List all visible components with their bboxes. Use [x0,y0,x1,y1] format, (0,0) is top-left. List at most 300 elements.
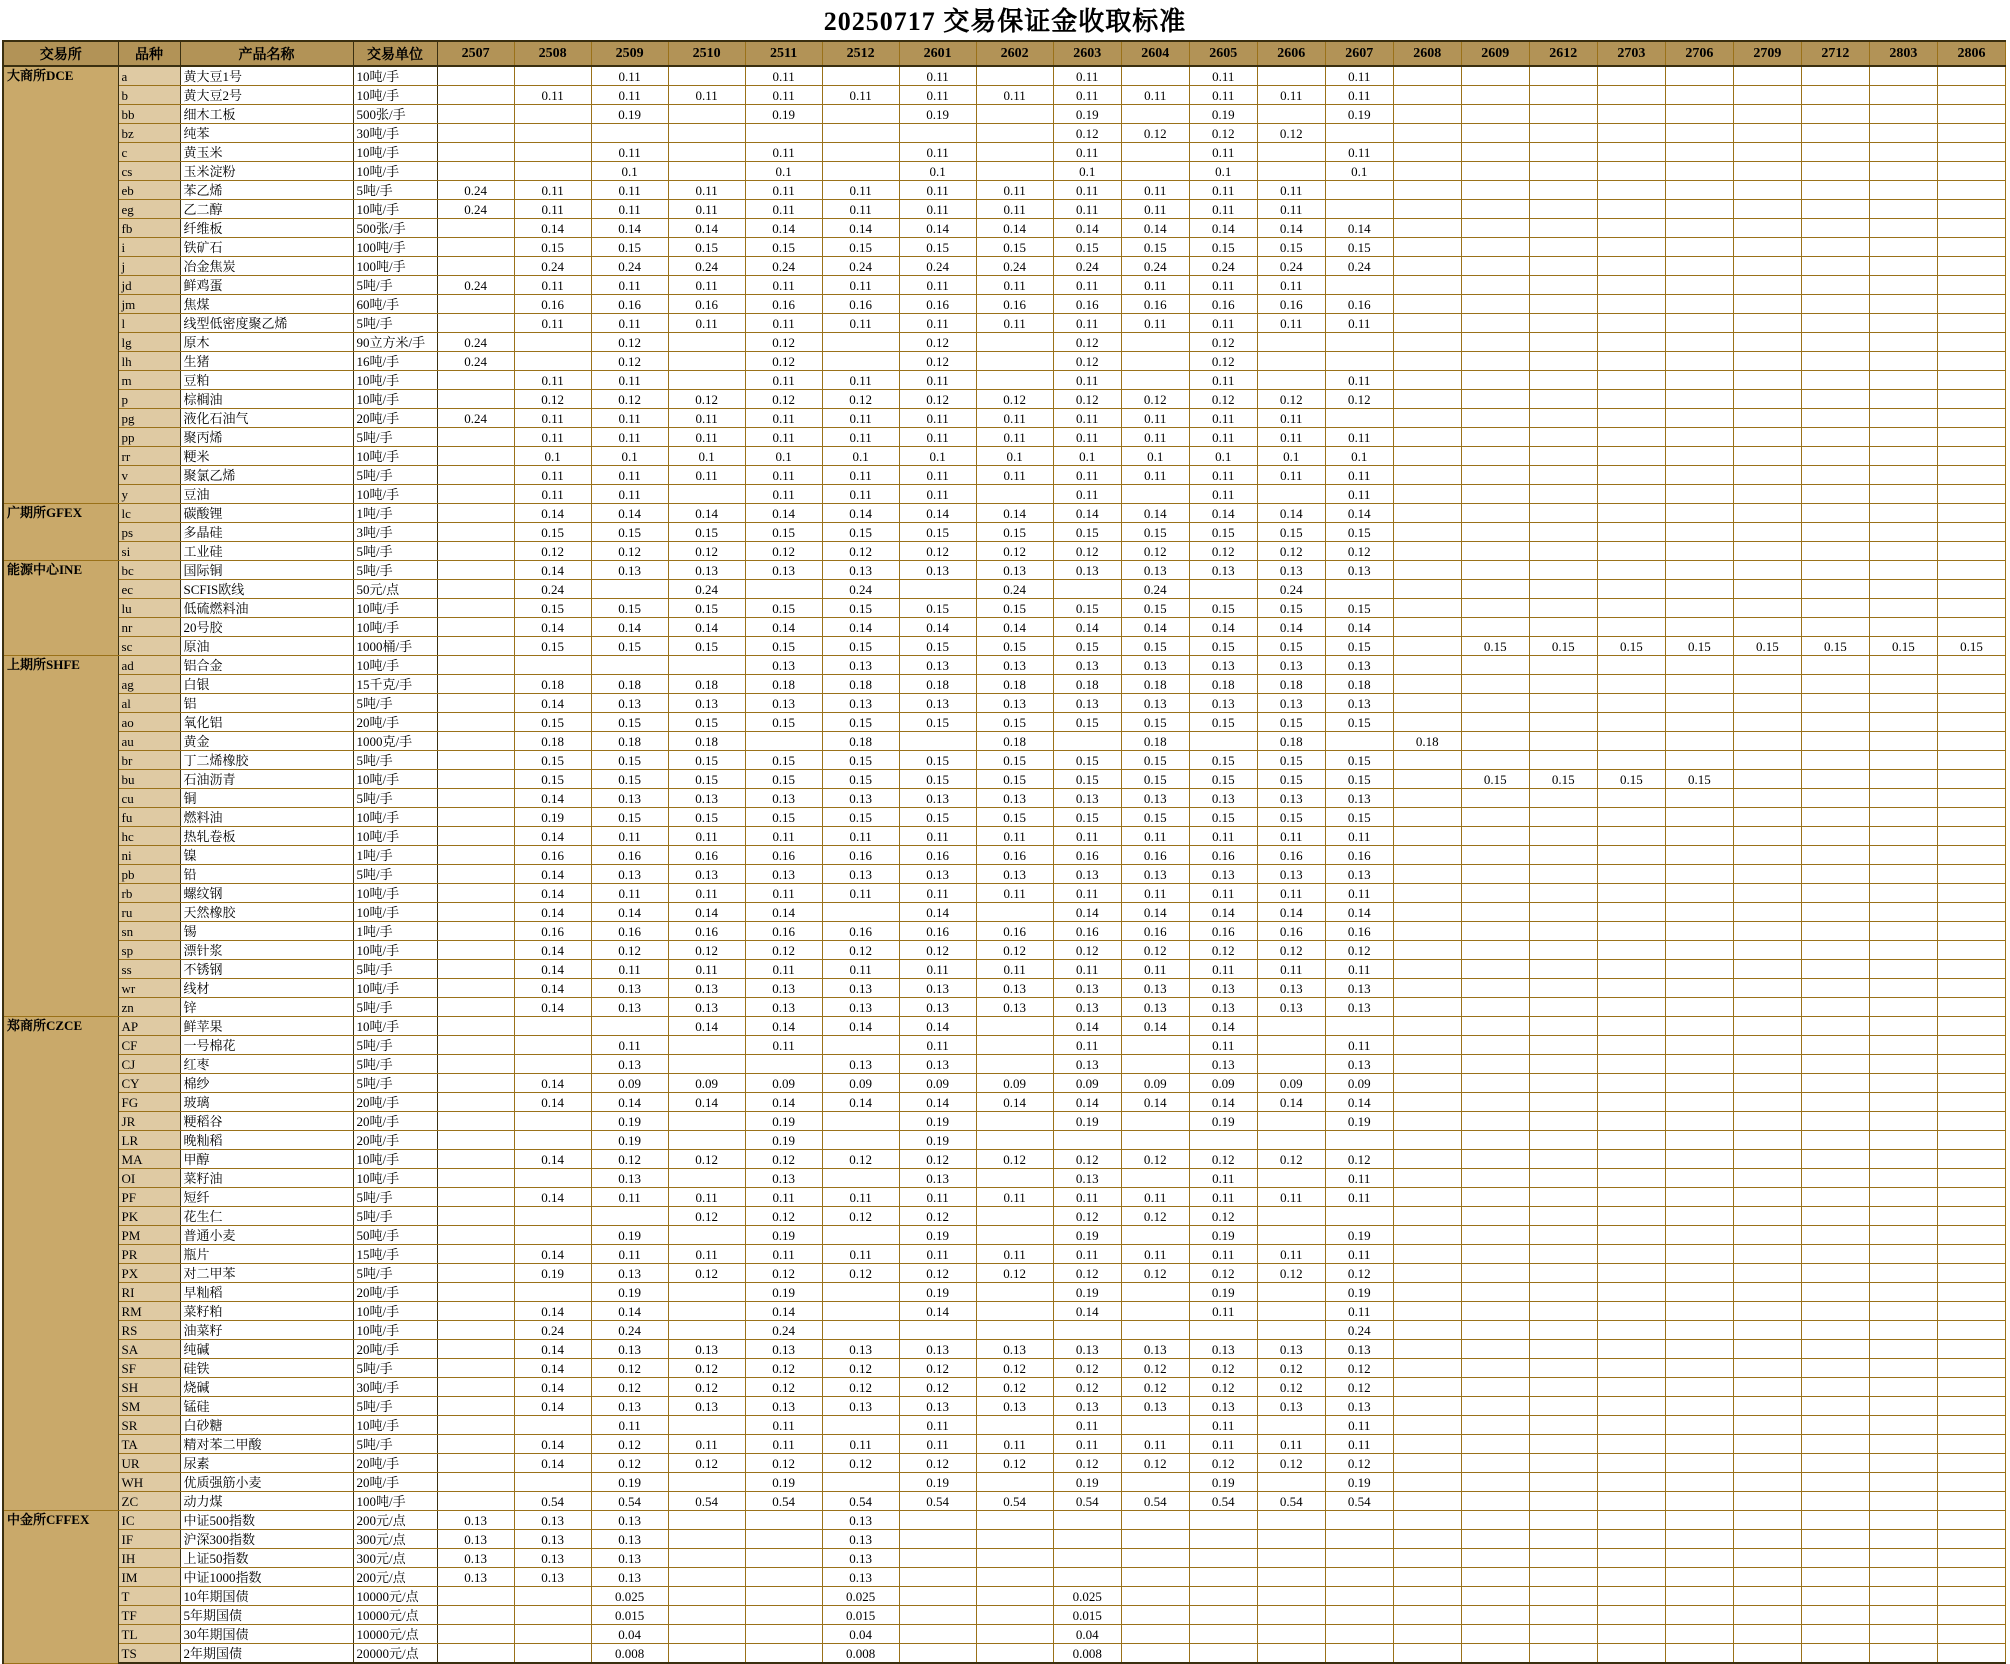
margin-value-cell: 0.11 [822,371,899,390]
table-row [3,599,2006,618]
variety-code-cell: m [118,371,180,390]
margin-value-cell [1393,276,1461,295]
margin-value-cell [1393,903,1461,922]
margin-value-cell: 0.14 [1053,1017,1121,1036]
margin-value-cell: 0.15 [1053,637,1121,656]
margin-value-cell [1937,523,2005,542]
margin-value-cell [1733,1492,1801,1511]
margin-value-cell: 0.12 [591,941,668,960]
variety-code-cell: AP [118,1017,180,1036]
margin-value-cell: 0.13 [899,979,976,998]
margin-value-cell: 0.54 [1121,1492,1189,1511]
margin-value-cell [668,333,745,352]
margin-value-cell [1529,504,1597,523]
product-name-cell: 铝合金 [180,656,353,675]
margin-value-cell [1461,162,1529,181]
margin-value-cell: 0.15 [1189,238,1257,257]
margin-value-cell [1597,1207,1665,1226]
variety-code-cell: fu [118,808,180,827]
margin-value-cell [1733,732,1801,751]
table-row [3,789,2006,808]
margin-value-cell: 0.54 [1257,1492,1325,1511]
margin-value-cell [514,1473,591,1492]
product-name-cell: 20号胶 [180,618,353,637]
margin-value-cell: 0.13 [437,1530,514,1549]
variety-code-cell: bb [118,105,180,124]
margin-value-cell: 0.13 [591,1169,668,1188]
margin-value-cell: 0.11 [1053,428,1121,447]
margin-value-cell [1937,1454,2005,1473]
margin-value-cell: 0.14 [899,1093,976,1112]
margin-value-cell [437,1625,514,1644]
margin-value-cell: 0.12 [822,1359,899,1378]
margin-value-cell: 0.11 [899,200,976,219]
margin-value-cell [899,1568,976,1587]
product-name-cell: 尿素 [180,1454,353,1473]
margin-value-cell [1937,1568,2005,1587]
margin-value-cell: 0.13 [1121,865,1189,884]
margin-value-cell: 0.11 [899,827,976,846]
margin-value-cell: 0.11 [514,181,591,200]
margin-value-cell [1869,941,1937,960]
margin-value-cell: 0.09 [1257,1074,1325,1093]
margin-value-cell [1121,1169,1189,1188]
margin-value-cell: 0.11 [1053,86,1121,105]
column-header-month: 2709 [1733,41,1801,66]
margin-value-cell: 0.15 [1325,523,1393,542]
margin-value-cell [1801,580,1869,599]
margin-value-cell: 0.12 [899,333,976,352]
margin-value-cell [1461,409,1529,428]
margin-value-cell: 0.16 [1121,295,1189,314]
margin-value-cell [1733,1454,1801,1473]
margin-value-cell: 0.11 [822,409,899,428]
margin-value-cell [1937,105,2005,124]
margin-value-cell: 0.12 [591,352,668,371]
margin-value-cell [437,1416,514,1435]
margin-value-cell: 0.15 [745,599,822,618]
margin-value-cell: 0.54 [745,1492,822,1511]
margin-value-cell [1937,846,2005,865]
margin-value-cell: 0.12 [745,1150,822,1169]
margin-value-cell: 0.13 [1189,789,1257,808]
margin-value-cell: 0.16 [899,846,976,865]
margin-value-cell [1801,941,1869,960]
margin-value-cell: 0.1 [514,447,591,466]
trading-unit-cell: 5吨/手 [353,542,437,561]
table-row [3,257,2006,276]
margin-value-cell: 0.11 [591,143,668,162]
variety-code-cell: bu [118,770,180,789]
margin-value-cell: 0.11 [1121,1245,1189,1264]
margin-value-cell: 0.11 [1257,181,1325,200]
variety-code-cell: IF [118,1530,180,1549]
margin-value-cell [1325,409,1393,428]
margin-value-cell [1393,998,1461,1017]
margin-value-cell [1937,827,2005,846]
margin-value-cell [1937,352,2005,371]
table-row [3,485,2006,504]
margin-value-cell [1869,1416,1937,1435]
table-row [3,770,2006,789]
margin-value-cell [1597,827,1665,846]
margin-value-cell [1937,542,2005,561]
table-row [3,561,2006,580]
margin-value-cell: 0.16 [976,295,1053,314]
margin-value-cell: 0.14 [1121,903,1189,922]
margin-value-cell: 0.13 [591,1397,668,1416]
margin-value-cell [1665,1511,1733,1530]
margin-value-cell [1121,1549,1189,1568]
margin-value-cell: 0.13 [1189,561,1257,580]
margin-value-cell [1733,1112,1801,1131]
table-row [3,352,2006,371]
table-row [3,1093,2006,1112]
margin-value-cell: 0.12 [1053,542,1121,561]
margin-value-cell: 0.19 [899,1473,976,1492]
margin-value-cell [1529,143,1597,162]
trading-unit-cell: 5吨/手 [353,466,437,485]
margin-value-cell [1121,1131,1189,1150]
margin-value-cell: 0.11 [1325,1036,1393,1055]
column-header-month: 2602 [976,41,1053,66]
variety-code-cell: PR [118,1245,180,1264]
margin-value-cell: 0.15 [1121,599,1189,618]
trading-unit-cell: 20吨/手 [353,1340,437,1359]
margin-value-cell [1937,314,2005,333]
margin-value-cell: 0.11 [591,428,668,447]
margin-value-cell: 0.16 [1257,295,1325,314]
margin-value-cell [1461,1264,1529,1283]
margin-value-cell [1597,1074,1665,1093]
column-header-month: 2612 [1529,41,1597,66]
variety-code-cell: cs [118,162,180,181]
margin-value-cell: 0.11 [1189,181,1257,200]
margin-value-cell: 0.24 [591,257,668,276]
margin-value-cell [1461,713,1529,732]
margin-value-cell [1733,1397,1801,1416]
margin-value-cell [1733,504,1801,523]
margin-value-cell [1393,447,1461,466]
trading-unit-cell: 10000元/点 [353,1606,437,1625]
margin-value-cell [1801,960,1869,979]
margin-value-cell [1665,1435,1733,1454]
margin-value-cell [1665,1226,1733,1245]
margin-value-cell: 0.12 [822,1378,899,1397]
table-row [3,694,2006,713]
margin-value-cell: 0.11 [822,884,899,903]
margin-value-cell: 0.13 [1189,694,1257,713]
margin-value-cell [1121,1587,1189,1606]
margin-value-cell [1801,1530,1869,1549]
margin-value-cell [1529,1112,1597,1131]
margin-value-cell [1257,333,1325,352]
trading-unit-cell: 20吨/手 [353,1473,437,1492]
column-header-month: 2703 [1597,41,1665,66]
table-row [3,86,2006,105]
variety-code-cell: RI [118,1283,180,1302]
margin-value-cell: 0.14 [745,1093,822,1112]
margin-value-cell: 0.11 [1053,466,1121,485]
variety-code-cell: TF [118,1606,180,1625]
margin-value-cell [1461,428,1529,447]
margin-value-cell: 0.12 [745,941,822,960]
product-name-cell: 燃料油 [180,808,353,827]
margin-value-cell: 0.19 [899,1112,976,1131]
margin-value-cell [1461,1340,1529,1359]
table-row [3,1036,2006,1055]
margin-value-cell [1053,1549,1121,1568]
trading-unit-cell: 5吨/手 [353,561,437,580]
margin-value-cell [437,295,514,314]
margin-value-cell [1665,1397,1733,1416]
margin-value-cell: 0.12 [1053,352,1121,371]
margin-value-cell: 0.11 [1189,960,1257,979]
margin-value-cell: 0.12 [1189,124,1257,143]
margin-value-cell: 0.13 [437,1511,514,1530]
margin-value-cell [1801,181,1869,200]
margin-value-cell [1937,1017,2005,1036]
margin-value-cell: 0.18 [976,675,1053,694]
margin-value-cell: 0.12 [1325,1378,1393,1397]
margin-value-cell: 0.14 [514,1188,591,1207]
margin-value-cell [1393,333,1461,352]
margin-value-cell [1869,1340,1937,1359]
margin-value-cell [1529,1321,1597,1340]
margin-value-cell: 0.13 [822,789,899,808]
variety-code-cell: sp [118,941,180,960]
margin-value-cell: 0.11 [822,314,899,333]
variety-code-cell: ru [118,903,180,922]
trading-unit-cell: 10吨/手 [353,884,437,903]
product-name-cell: 玻璃 [180,1093,353,1112]
margin-value-cell [1461,257,1529,276]
trading-unit-cell: 10吨/手 [353,903,437,922]
margin-value-cell: 0.13 [668,1397,745,1416]
margin-value-cell [1597,884,1665,903]
margin-value-cell: 0.11 [514,314,591,333]
margin-value-cell: 0.11 [1257,1435,1325,1454]
margin-value-cell: 0.11 [899,485,976,504]
trading-unit-cell: 50吨/手 [353,1226,437,1245]
margin-value-cell: 0.14 [976,1093,1053,1112]
margin-value-cell: 0.12 [1121,542,1189,561]
margin-value-cell: 0.12 [745,542,822,561]
margin-value-cell: 0.15 [591,599,668,618]
trading-unit-cell: 20吨/手 [353,1112,437,1131]
margin-value-cell: 0.14 [1257,618,1325,637]
margin-value-cell: 0.14 [976,504,1053,523]
margin-value-cell [1801,1074,1869,1093]
margin-value-cell: 0.11 [822,428,899,447]
margin-value-cell [1937,1321,2005,1340]
trading-unit-cell: 10吨/手 [353,371,437,390]
margin-value-cell: 0.16 [822,922,899,941]
margin-value-cell: 0.15 [1121,238,1189,257]
margin-value-cell [899,1606,976,1625]
margin-value-cell [1461,181,1529,200]
margin-value-cell: 0.12 [1053,941,1121,960]
margin-value-cell: 0.11 [1053,1245,1121,1264]
margin-value-cell [1393,789,1461,808]
table-row [3,846,2006,865]
margin-value-cell [1733,998,1801,1017]
margin-value-cell: 0.1 [668,447,745,466]
margin-value-cell: 0.11 [976,1435,1053,1454]
margin-value-cell [976,1112,1053,1131]
margin-value-cell: 0.16 [1257,846,1325,865]
margin-value-cell: 0.24 [437,181,514,200]
margin-value-cell: 0.11 [976,960,1053,979]
variety-code-cell: PX [118,1264,180,1283]
margin-value-cell: 0.11 [668,314,745,333]
margin-value-cell: 0.11 [976,314,1053,333]
margin-value-cell: 0.15 [899,599,976,618]
margin-value-cell: 0.24 [822,257,899,276]
variety-code-cell: si [118,542,180,561]
margin-value-cell [1801,1226,1869,1245]
margin-value-cell: 0.16 [514,846,591,865]
margin-value-cell [1665,1606,1733,1625]
margin-value-cell: 0.025 [822,1587,899,1606]
margin-value-cell [1937,1549,2005,1568]
margin-value-cell: 0.14 [1257,903,1325,922]
margin-value-cell: 0.13 [1189,1055,1257,1074]
margin-value-cell: 0.13 [591,979,668,998]
margin-value-cell: 0.13 [745,694,822,713]
margin-value-cell: 0.16 [1189,922,1257,941]
margin-value-cell [1529,618,1597,637]
margin-value-cell: 0.15 [668,751,745,770]
margin-value-cell [1665,295,1733,314]
margin-value-cell [1733,979,1801,998]
margin-value-cell: 0.13 [976,979,1053,998]
margin-value-cell [437,1264,514,1283]
margin-value-cell: 0.19 [745,1283,822,1302]
margin-value-cell: 0.15 [976,238,1053,257]
margin-value-cell [1801,846,1869,865]
margin-value-cell: 0.12 [899,352,976,371]
margin-value-cell [1869,181,1937,200]
margin-value-cell [514,1112,591,1131]
margin-value-cell: 0.12 [668,1378,745,1397]
margin-value-cell [1597,1435,1665,1454]
margin-value-cell [1393,561,1461,580]
margin-value-cell [1665,124,1733,143]
margin-value-cell: 0.12 [1325,1150,1393,1169]
margin-value-cell [899,124,976,143]
margin-value-cell: 0.11 [1121,466,1189,485]
margin-value-cell [1801,1283,1869,1302]
margin-value-cell [1529,960,1597,979]
margin-value-cell [1801,1511,1869,1530]
margin-value-cell [1869,1606,1937,1625]
trading-unit-cell: 10吨/手 [353,390,437,409]
margin-value-cell [1529,523,1597,542]
margin-value-cell [1869,143,1937,162]
margin-value-cell: 0.13 [976,998,1053,1017]
margin-value-cell [745,1587,822,1606]
margin-value-cell: 0.025 [591,1587,668,1606]
table-row [3,162,2006,181]
margin-value-cell: 0.1 [976,447,1053,466]
margin-value-cell [1393,124,1461,143]
margin-value-cell: 0.11 [514,466,591,485]
column-header-month: 2509 [591,41,668,66]
trading-unit-cell: 5吨/手 [353,1359,437,1378]
margin-value-cell: 0.11 [745,827,822,846]
margin-value-cell: 0.14 [1121,1017,1189,1036]
trading-unit-cell: 20吨/手 [353,1131,437,1150]
margin-value-cell: 0.24 [1121,580,1189,599]
margin-value-cell: 0.12 [1121,1454,1189,1473]
margin-value-cell [668,352,745,371]
margin-value-cell: 0.12 [1325,1264,1393,1283]
table-row [3,903,2006,922]
margin-value-cell [668,1226,745,1245]
margin-value-cell [822,1473,899,1492]
margin-value-cell: 0.1 [1121,447,1189,466]
margin-value-cell [1461,86,1529,105]
product-name-cell: 乙二醇 [180,200,353,219]
exchange-cell: 上期所SHFE [3,656,118,1017]
margin-value-cell [1665,1454,1733,1473]
margin-value-cell [1937,1435,2005,1454]
margin-value-cell [822,66,899,86]
margin-value-cell: 0.13 [899,1169,976,1188]
margin-value-cell [1393,66,1461,86]
margin-value-cell: 0.11 [668,1245,745,1264]
trading-unit-cell: 10吨/手 [353,1150,437,1169]
margin-value-cell: 0.11 [822,276,899,295]
table-row [3,1131,2006,1150]
margin-value-cell: 0.18 [822,675,899,694]
margin-value-cell [1529,599,1597,618]
margin-value-cell: 0.12 [1053,1264,1121,1283]
margin-value-cell [1733,276,1801,295]
margin-value-cell: 0.24 [1121,257,1189,276]
margin-value-cell: 0.12 [899,1264,976,1283]
margin-value-cell: 0.12 [745,1454,822,1473]
product-name-cell: 纯碱 [180,1340,353,1359]
margin-value-cell: 0.16 [1053,922,1121,941]
margin-value-cell: 0.15 [1937,637,2005,656]
product-name-cell: 甲醇 [180,1150,353,1169]
margin-value-cell [1665,789,1733,808]
margin-value-cell: 0.15 [1597,770,1665,789]
margin-value-cell: 0.15 [745,808,822,827]
margin-value-cell: 0.15 [1869,637,1937,656]
margin-value-cell [1937,1036,2005,1055]
margin-value-cell: 0.19 [899,1283,976,1302]
margin-value-cell: 0.13 [1053,1169,1121,1188]
margin-value-cell [1937,580,2005,599]
margin-value-cell: 0.14 [668,219,745,238]
margin-value-cell [1869,371,1937,390]
margin-value-cell: 0.13 [822,998,899,1017]
column-header-month: 2606 [1257,41,1325,66]
margin-value-cell: 0.54 [668,1492,745,1511]
margin-value-cell: 0.14 [745,618,822,637]
margin-value-cell: 0.11 [822,827,899,846]
margin-value-cell [745,1530,822,1549]
margin-value-cell: 0.15 [591,770,668,789]
margin-value-cell [1461,1245,1529,1264]
margin-value-cell [1393,352,1461,371]
margin-value-cell: 0.11 [1053,960,1121,979]
margin-value-cell: 0.15 [1801,637,1869,656]
margin-value-cell: 0.15 [514,751,591,770]
